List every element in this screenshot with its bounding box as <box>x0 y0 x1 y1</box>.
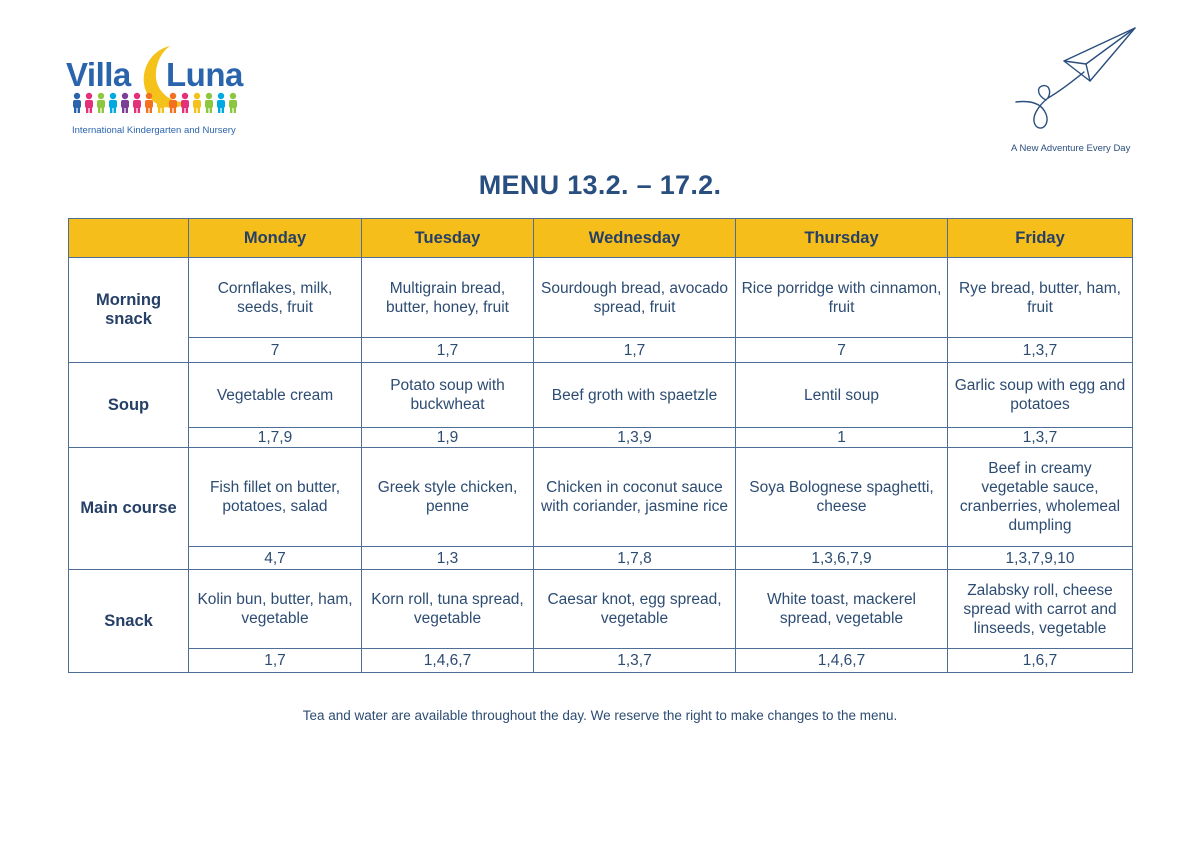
meal-cell: Sourdough bread, avocado spread, fruit <box>534 258 736 338</box>
allergen-cell: 7 <box>189 338 362 363</box>
header-day: Friday <box>948 219 1133 258</box>
meal-cell: Potato soup with buckwheat <box>362 363 534 428</box>
header-day: Tuesday <box>362 219 534 258</box>
meal-cell: Rice porridge with cinnamon, fruit <box>736 258 948 338</box>
meal-label: Snack <box>69 570 189 673</box>
allergen-cell: 1,7,8 <box>534 547 736 570</box>
paper-plane-icon <box>1008 24 1148 134</box>
table-row-allergens <box>69 338 1133 363</box>
meal-cell: White toast, mackerel spread, vegetable <box>736 570 948 649</box>
menu-table <box>68 218 1133 673</box>
header-day: Thursday <box>736 219 948 258</box>
meal-cell: Soya Bolognese spaghetti, cheese <box>736 448 948 547</box>
header-corner <box>69 219 189 258</box>
meal-label: Soup <box>69 363 189 448</box>
table-header-row <box>69 219 1133 258</box>
meal-label: Main course <box>69 448 189 570</box>
logo-tagline: International Kindergarten and Nursery <box>72 125 236 136</box>
table-row-allergens <box>69 649 1133 673</box>
allergen-cell: 7 <box>736 338 948 363</box>
meal-cell: Cornflakes, milk, seeds, fruit <box>189 258 362 338</box>
footer-note: Tea and water are available throughout the day. We reserve the right to make changes to the menu. <box>302 708 898 723</box>
children-figures-icon <box>70 92 240 114</box>
meal-cell: Fish fillet on butter, potatoes, salad <box>189 448 362 547</box>
allergen-cell: 1,7,9 <box>189 428 362 448</box>
allergen-cell: 1,4,6,7 <box>736 649 948 673</box>
allergen-cell: 1,7 <box>189 649 362 673</box>
header-day: Wednesday <box>534 219 736 258</box>
header-day: Monday <box>189 219 362 258</box>
emblem-tagline: A New Adventure Every Day <box>1011 143 1131 154</box>
table-row-snack <box>69 570 1133 649</box>
villa-luna-logo <box>66 44 246 140</box>
allergen-cell: 1,7 <box>362 338 534 363</box>
meal-cell: Vegetable cream <box>189 363 362 428</box>
meal-cell: Beef groth with spaetzle <box>534 363 736 428</box>
allergen-cell: 1,9 <box>362 428 534 448</box>
page-title: MENU 13.2. – 17.2. <box>478 170 722 200</box>
allergen-cell: 1 <box>736 428 948 448</box>
table-row-morning-snack <box>69 258 1133 338</box>
allergen-cell: 1,3,9 <box>534 428 736 448</box>
meal-cell: Multigrain bread, butter, honey, fruit <box>362 258 534 338</box>
table-row-allergens <box>69 428 1133 448</box>
table-row-soup <box>69 363 1133 428</box>
logo-word-luna: Luna <box>166 56 243 93</box>
allergen-cell: 4,7 <box>189 547 362 570</box>
meal-cell: Lentil soup <box>736 363 948 428</box>
allergen-cell: 1,3,7 <box>948 338 1133 363</box>
meal-cell: Beef in creamy vegetable sauce, cranberries, wholemeal dumpling <box>948 448 1133 547</box>
adventure-emblem <box>1008 24 1148 159</box>
meal-label: Morning snack <box>69 258 189 363</box>
allergen-cell: 1,3,7 <box>534 649 736 673</box>
logo-word-villa: Villa <box>66 56 131 93</box>
table-row-allergens <box>69 547 1133 570</box>
meal-cell: Korn roll, tuna spread, vegetable <box>362 570 534 649</box>
allergen-cell: 1,4,6,7 <box>362 649 534 673</box>
meal-cell: Garlic soup with egg and potatoes <box>948 363 1133 428</box>
allergen-cell: 1,3,7,9,10 <box>948 547 1133 570</box>
meal-cell: Kolin bun, butter, ham, vegetable <box>189 570 362 649</box>
allergen-cell: 1,3 <box>362 547 534 570</box>
allergen-cell: 1,7 <box>534 338 736 363</box>
meal-cell: Rye bread, butter, ham, fruit <box>948 258 1133 338</box>
allergen-cell: 1,3,6,7,9 <box>736 547 948 570</box>
meal-cell: Zalabsky roll, cheese spread with carrot and linseeds, vegetable <box>948 570 1133 649</box>
meal-cell: Chicken in coconut sauce with coriander, jasmine rice <box>534 448 736 547</box>
meal-cell: Greek style chicken, penne <box>362 448 534 547</box>
table-row-main-course <box>69 448 1133 547</box>
allergen-cell: 1,3,7 <box>948 428 1133 448</box>
allergen-cell: 1,6,7 <box>948 649 1133 673</box>
meal-cell: Caesar knot, egg spread, vegetable <box>534 570 736 649</box>
